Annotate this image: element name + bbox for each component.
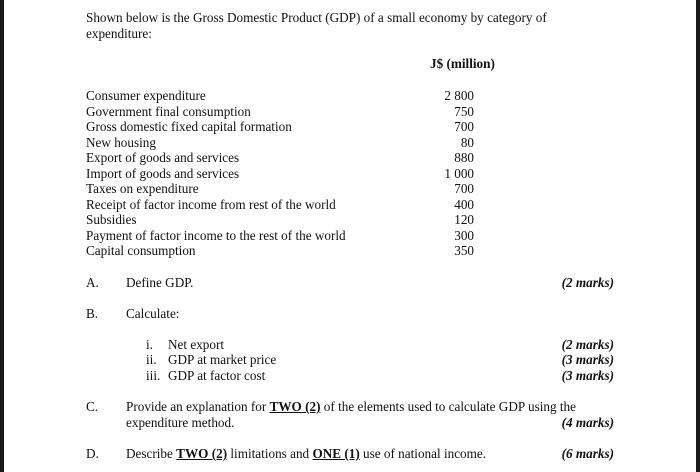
table-row-value: 1 000 xyxy=(444,165,474,181)
table-row-label: Subsidies xyxy=(86,212,137,227)
subquestion-number: ii. xyxy=(146,352,157,367)
question-b-text: Calculate: xyxy=(126,306,180,321)
table-row-label: Taxes on expenditure xyxy=(86,181,199,196)
table-row-value: 700 xyxy=(454,181,474,196)
table-row-label: Receipt of factor income from rest of the world xyxy=(86,196,336,212)
subquestion-number: iii. xyxy=(146,368,161,383)
subquestion-marks: (2 marks) xyxy=(561,337,614,352)
table-row-value: 700 xyxy=(454,119,474,134)
subquestion-text: Net export xyxy=(168,337,225,352)
intro-text: Shown below is the Gross Domestic Product (GDP) of a small economy by category of expenditure: xyxy=(86,10,547,41)
question-c-text-after: of the elements used to calculate GDP using the xyxy=(320,399,576,414)
table-row-label: Gross domestic fixed capital formation xyxy=(86,119,292,134)
question-a-marks: (2 marks) xyxy=(561,275,614,290)
question-d-emphasis-2: ONE (1) xyxy=(312,446,360,461)
subquestion-number: i. xyxy=(146,337,153,352)
question-c-marks: (4 marks) xyxy=(561,415,614,430)
table-row-value: 880 xyxy=(454,150,474,165)
question-a-letter: A. xyxy=(86,275,99,290)
question-d-letter: D. xyxy=(86,446,99,461)
table-row-label: Government final consumption xyxy=(86,103,251,119)
table-row-label: New housing xyxy=(86,134,156,150)
table-row-value: 350 xyxy=(454,243,474,258)
question-d-marks: (6 marks) xyxy=(561,446,614,461)
table-row-value: 300 xyxy=(454,227,474,243)
subquestion-text: GDP at factor cost xyxy=(168,368,266,383)
subquestion-text: GDP at market price xyxy=(168,352,277,367)
question-d-text xyxy=(126,446,486,461)
window-frame-left xyxy=(0,0,4,472)
question-c-text-before: Provide an explanation for xyxy=(126,399,270,414)
question-d-emphasis-1: TWO (2) xyxy=(176,446,228,461)
question-d-text3: use of national income. xyxy=(359,446,487,461)
table-row-value: 2 800 xyxy=(444,88,474,103)
question-c-text xyxy=(126,399,576,414)
table-row-label: Capital consumption xyxy=(86,243,196,258)
question-d-text2: limitations and xyxy=(227,446,313,461)
subquestion-marks: (3 marks) xyxy=(561,352,614,367)
question-c-emphasis: TWO (2) xyxy=(269,399,321,414)
question-a-text: Define GDP. xyxy=(126,275,194,290)
table-row-label: Payment of factor income to the rest of the world xyxy=(86,227,346,243)
table-row-label: Import of goods and services xyxy=(86,165,240,181)
table-row-label: Consumer expenditure xyxy=(86,88,206,103)
table-row-value: 750 xyxy=(454,103,474,119)
table-row-value: 120 xyxy=(454,212,474,227)
table-row-value: 400 xyxy=(454,196,474,212)
question-c-letter: C. xyxy=(86,399,99,414)
question-c-text-line2: expenditure method. xyxy=(126,415,235,430)
table-row-label: Export of goods and services xyxy=(86,150,240,165)
question-d-text1: Describe xyxy=(126,446,177,461)
column-header: J$ (million) xyxy=(430,56,495,71)
subquestion-marks: (3 marks) xyxy=(561,368,614,383)
window-frame-right xyxy=(696,0,700,472)
table-row-value: 80 xyxy=(460,134,474,150)
question-b-letter: B. xyxy=(86,306,99,321)
